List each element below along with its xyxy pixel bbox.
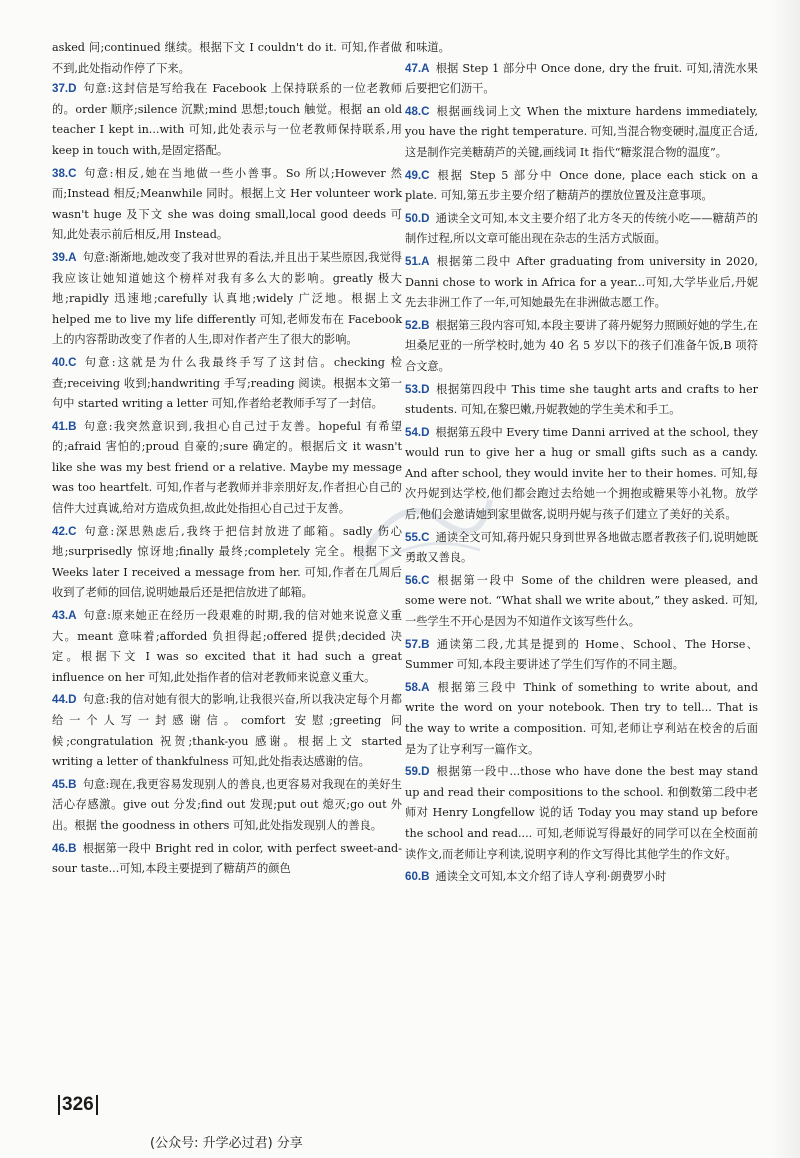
answer-item bbox=[52, 522, 402, 604]
answer-text: 句意:原来她正在经历一段艰难的时期,我的信对她来说意义重大。meant 意味着;afforded 负担得起;offered 提供;decided 决定。根据下文 I was so excited that it had such a great influence on her 可知,此处指作者的信对老教师来说意义重大。 bbox=[52, 609, 402, 684]
answer-item bbox=[405, 423, 758, 526]
question-number: 60. bbox=[405, 870, 422, 884]
answer-letter: D bbox=[421, 211, 430, 225]
answer-item bbox=[405, 678, 758, 760]
answer-item bbox=[405, 252, 758, 314]
question-number: 43. bbox=[52, 609, 69, 623]
answer-text: 根据第三段内容可知,本段主要讲了蒋丹妮努力照顾好她的学生,在坦桑尼亚的一所学校时,她为 40 名 5 岁以下的孩子们准备午饭,B 项符合文意。 bbox=[405, 318, 758, 373]
answer-text: 通读全文可知,本文主要介绍了北方冬天的传统小吃——糖葫芦的制作过程,所以文章可能出现在杂志的生活方式版面。 bbox=[405, 211, 758, 246]
answer-letter: A bbox=[421, 254, 430, 268]
answer-text: 根据第一段中...those who have done the best may stand up and read their compositions to the school. 和倒数第二段中老师对 Henry Longfellow 说的话 Today you may stand up before the school and read.... 可知,老师说写得最好的同学可以在全校面前读作文,而老师让亨利读,说明亨利的作文写得比其他学生的作文好。 bbox=[405, 765, 758, 861]
answer-text: 根据第五段中 Every time Danni arrived at the school, they would run to give her a hug or small gifts such as a candy. And after school, they would invite her to their homes. 可知,每次丹妮到达学校,他们都会跑过去给她一个拥抱或糖果等小礼物。放学后,他们会邀请她到家里做客,说明丹妮与孩子们建立了美好的关系。 bbox=[405, 425, 758, 522]
question-number: 38. bbox=[52, 166, 69, 180]
answer-item bbox=[52, 606, 402, 688]
answer-letter: C bbox=[421, 530, 430, 544]
answer-text: 句意:我突然意识到,我担心自己过于友善。hopeful 有希望的;afraid 害怕的;proud 自豪的;sure 确定的。根据后文 it wasn't like she was my best friend or a relative. Maybe my message was too heartfelt. 可知,作者与老教师并非亲朋好友,作者担心自己的信件大过真诚,给对方造成负担,故此处指担心自己过于友善。 bbox=[52, 419, 402, 516]
answer-item bbox=[405, 316, 758, 378]
answer-item bbox=[52, 79, 402, 161]
answer-letter: B bbox=[421, 637, 430, 651]
answer-item bbox=[52, 164, 402, 246]
question-number: 57. bbox=[405, 637, 422, 651]
question-number: 56. bbox=[405, 573, 422, 587]
answer-text: 根据第四段中 This time she taught arts and crafts to her students. 可知,在黎巴嫩,丹妮教她的学生美术和手工。 bbox=[405, 382, 758, 417]
question-number: 46. bbox=[52, 841, 69, 855]
answer-continuation bbox=[52, 38, 402, 79]
answer-text: 根据第一段中 Bright red in color, with perfect sweet-and-sour taste...可知,本段主要提到了糖葫芦的颜色 bbox=[52, 841, 402, 876]
question-number: 55. bbox=[405, 530, 422, 544]
answer-text: 根据 Step 5 部分中 Once done, place each stick on a plate. 可知,第五步主要介绍了糖葫芦的摆放位置及注意事项。 bbox=[405, 168, 758, 203]
question-number: 49. bbox=[405, 168, 422, 182]
answer-text: 句意:这封信是写给我在 Facebook 上保持联系的一位老教师的。order 顺序;silence 沉默;mind 思想;touch 触觉。根据 an old teacher I kept in...with 可知,此处表示与一位老教师保持联系,用 keep in touch with,是固定搭配。 bbox=[52, 82, 402, 157]
answer-text: 根据第一段中 Some of the children were pleased, and some were not. “What shall we write about,” they asked. 可知,一些学生不开心是因为不知道作文该写些什么。 bbox=[405, 573, 758, 629]
answer-text: 通读全文可知,本文介绍了诗人亨利·朗费罗小时 bbox=[435, 870, 667, 884]
answer-item bbox=[405, 762, 758, 865]
answer-letter: A bbox=[421, 61, 430, 75]
question-number: 48. bbox=[405, 104, 422, 118]
answer-item bbox=[52, 882, 402, 903]
answer-continuation bbox=[405, 38, 758, 59]
answer-letter: D bbox=[68, 82, 77, 96]
answer-letter: D bbox=[421, 382, 430, 396]
answer-letter: B bbox=[68, 777, 77, 791]
answer-text: 根据第二段中 After graduating from university in 2020, Danni chose to work in Africa for a year...可知,大学毕业后,丹妮先去非洲工作了一年,可知她最先在非洲做志愿工作。 bbox=[405, 254, 758, 310]
question-number: 59. bbox=[405, 765, 422, 779]
answer-item bbox=[52, 839, 402, 880]
answer-letter: A bbox=[421, 680, 430, 694]
answer-text: 句意:深思熟虑后,我终于把信封放进了邮箱。sadly 伤心地;surprisedly 惊讶地;finally 最终;completely 完全。根据下文 Weeks later I received a message from her. 可知,作者在几周后收到了老师的回信,说明她最后还是把信放进了邮箱。 bbox=[52, 524, 402, 600]
question-number: 50. bbox=[405, 211, 422, 225]
question-number: 40. bbox=[52, 355, 69, 369]
answer-letter: B bbox=[68, 841, 77, 855]
answer-item bbox=[405, 528, 758, 569]
answer-text: 句意:这就是为什么我最终手写了这封信。checking 检查;receiving 收到;handwriting 手写;reading 阅读。根据本文第一句中 started writing a letter 可知,作者给老教师手写了一封信。 bbox=[52, 355, 402, 411]
answer-letter: C bbox=[68, 166, 77, 180]
question-number: 52. bbox=[405, 318, 422, 332]
question-number: 45. bbox=[52, 777, 69, 791]
answer-letter: B bbox=[421, 870, 430, 884]
answer-text: 句意:现在,我更容易发现别人的善良,也更容易对我现在的美好生活心存感激。give out 分发;find out 发现;put out 熄灭;go out 外出。根据 the goodness in others 可知,此处指发现别人的善良。 bbox=[52, 777, 402, 832]
answer-text: 句意:渐渐地,她改变了我对世界的看法,并且出于某些原因,我觉得我应该让她知道她这个榜样对我有多么大的影响。greatly 极大地;rapidly 迅速地;carefully 认真地;widely 广泛地。根据上文 helped me to live my life differently 可知,老师发布在 Facebook 上的内容帮助改变了作者的人生,即对作者产生了很大的影响。 bbox=[52, 250, 402, 347]
answer-letter: D bbox=[421, 425, 430, 439]
question-number: 42. bbox=[52, 524, 69, 538]
answer-letter: C bbox=[421, 104, 430, 118]
right-answer-column bbox=[405, 38, 758, 890]
answer-letter: B bbox=[68, 419, 77, 433]
answer-item bbox=[405, 571, 758, 633]
answer-letter: C bbox=[68, 355, 77, 369]
answer-item bbox=[405, 166, 758, 207]
question-number: 51. bbox=[405, 254, 422, 268]
question-number: 58. bbox=[405, 680, 422, 694]
answer-letter: C bbox=[421, 168, 430, 182]
question-number: 47. bbox=[405, 61, 422, 75]
answer-letter: A bbox=[68, 250, 77, 264]
footer-note: (公众号: 升学必过君) 分享 bbox=[150, 1136, 303, 1151]
question-number: 53. bbox=[405, 382, 422, 396]
answer-item bbox=[405, 635, 758, 676]
question-number: 44. bbox=[52, 693, 69, 707]
left-answer-column bbox=[52, 38, 402, 904]
question-number: 37. bbox=[52, 82, 69, 96]
question-number: 39. bbox=[52, 250, 69, 264]
answer-text: 句意:我的信对她有很大的影响,让我很兴奋,所以我决定每个月都给一个人写一封感谢信。comfort 安慰;greeting 问候;congratulation 祝贺;thank-you 感谢。根据上文 started writing a letter of thankfulness 可知,此处指表达感谢的信。 bbox=[52, 693, 402, 769]
answer-text: 和味道。 bbox=[405, 41, 450, 54]
question-number: 54. bbox=[405, 425, 422, 439]
answer-letter: C bbox=[421, 573, 430, 587]
page-binding-shadow bbox=[770, 0, 800, 1158]
answer-item bbox=[52, 690, 402, 772]
answer-text: 根据画线词上文 When the mixture hardens immediately, you have the right temperature. 可知,当混合物变硬时,温度正合适,这是制作完美糖葫芦的关键,画线词 It 指代“糖浆混合物的温度”。 bbox=[405, 104, 759, 159]
answer-item bbox=[405, 380, 758, 421]
answer-item bbox=[405, 59, 758, 100]
answer-text: 通读第二段,尤其是提到的 Home、School、The Horse、Summer 可知,本段主要讲述了学生们写作的不同主题。 bbox=[405, 637, 758, 672]
page-number: 326 bbox=[58, 1095, 98, 1115]
answer-text: 根据 Step 1 部分中 Once done, dry the fruit. 可知,清洗水果后要把它们沥干。 bbox=[405, 61, 758, 96]
answer-letter: D bbox=[421, 765, 430, 779]
answer-text: asked 问;continued 继续。根据下文 I couldn't do it. 可知,作者做不到,此处指动作停了下来。 bbox=[52, 41, 402, 75]
answer-text: 句意:相反,她在当地做一些小善事。So 所以;However 然而;Instead 相反;Meanwhile 同时。根据上文 Her volunteer work wasn't huge 及下文 she was doing small,local good deeds 可知,此处表示前后相反,用 Instead。 bbox=[52, 166, 402, 242]
answer-letter: B bbox=[421, 318, 430, 332]
answer-item bbox=[52, 417, 402, 520]
answer-item bbox=[405, 209, 758, 250]
answer-item bbox=[52, 248, 402, 351]
answer-item bbox=[405, 867, 758, 888]
answer-item bbox=[405, 102, 758, 164]
answer-letter: D bbox=[68, 693, 77, 707]
answer-text: 通读全文可知,蒋丹妮只身到世界各地做志愿者教孩子们,说明她既勇敢又善良。 bbox=[405, 530, 758, 565]
answer-item bbox=[52, 353, 402, 415]
answer-letter: C bbox=[68, 524, 77, 538]
question-number: 41. bbox=[52, 419, 69, 433]
answer-text: 根据第三段中 Think of something to write about, and write the word on your notebook. Then try to tell... That is the way to write a composition. 可知,老师让亨利站在校舍的后面是为了让亨利写一篇作文。 bbox=[405, 680, 758, 756]
answer-item bbox=[52, 775, 402, 837]
answer-letter: A bbox=[68, 609, 77, 623]
